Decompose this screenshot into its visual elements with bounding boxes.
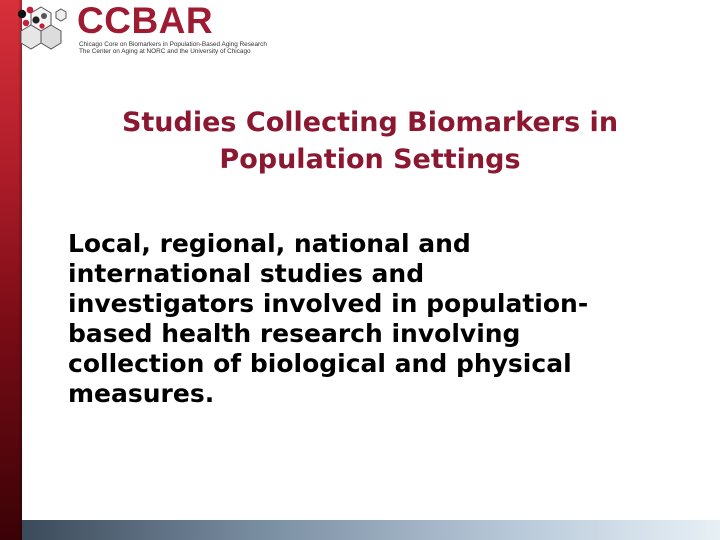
logo-tagline-1: Chicago Core on Biomarkers in Population-Based Aging Research — [79, 41, 267, 48]
bottom-accent-bar — [22, 520, 720, 540]
left-accent-bar-shade — [18, 0, 22, 540]
body-line: measures. — [68, 379, 215, 408]
ccbar-logo — [14, 0, 294, 58]
body-line: collection of biological and physical — [68, 349, 572, 378]
logo-name: CCBAR — [77, 0, 214, 41]
body-line: Local, regional, national and — [68, 229, 471, 258]
slide-title-line: Studies Collecting Biomarkers in — [121, 107, 619, 138]
body-line: international studies and — [68, 259, 425, 288]
slide-body-text — [68, 229, 678, 409]
body-line: based health research involving — [68, 319, 521, 348]
logo-tagline-2: The Center on Aging at NORC and the University of Chicago — [79, 48, 251, 55]
slide-title-line: Population Settings — [219, 144, 521, 175]
hexagon-molecule-icon — [14, 4, 68, 56]
body-line: investigators involved in population- — [68, 289, 589, 318]
slide-title — [40, 104, 700, 178]
